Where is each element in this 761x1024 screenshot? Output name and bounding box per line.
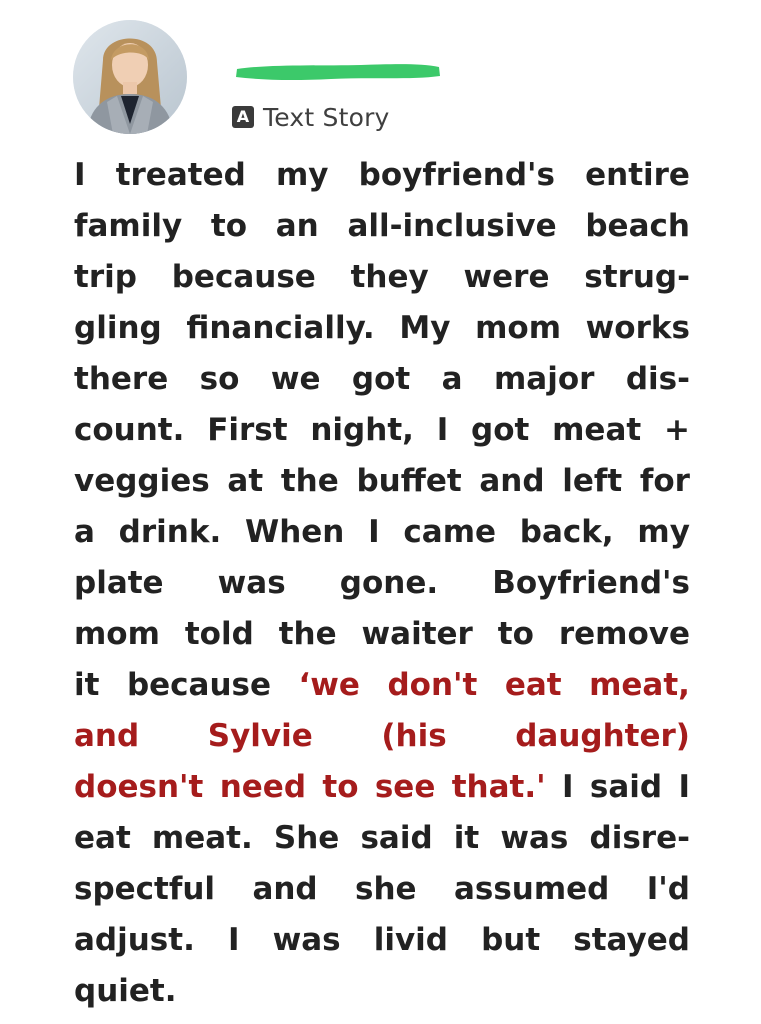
story-word: mom: [74, 616, 160, 652]
story-word: I: [562, 769, 574, 805]
story-word: I'd: [646, 871, 690, 907]
story-word: entire: [585, 157, 690, 193]
source-label: Text Story: [263, 102, 390, 132]
story-header: [0, 0, 761, 150]
story-line: [74, 660, 690, 711]
highlighted-word: (his: [381, 718, 447, 754]
story-word: and: [252, 871, 318, 907]
story-word: they: [350, 259, 429, 295]
story-line: [74, 405, 690, 456]
story-line: [74, 507, 690, 558]
story-word: told: [184, 616, 254, 652]
highlighted-word: Sylvie: [207, 718, 313, 754]
story-word: was: [500, 820, 569, 856]
story-word: said: [360, 820, 433, 856]
avatar-photo: [73, 20, 187, 134]
story-line: [74, 813, 690, 864]
story-word: a: [441, 361, 463, 397]
story-word: left: [562, 463, 623, 499]
highlighted-word: need: [219, 769, 307, 805]
story-line: [74, 966, 690, 1017]
story-word: trip: [74, 259, 137, 295]
source-row: [232, 101, 390, 133]
story-word: to: [497, 616, 534, 652]
story-word: beach: [585, 208, 690, 244]
story-word: I: [436, 412, 449, 448]
story-word: came: [403, 514, 497, 550]
story-word: was: [217, 565, 286, 601]
highlighted-word: don't: [387, 667, 478, 703]
story-word: quiet.: [74, 973, 177, 1009]
story-word: She: [273, 820, 340, 856]
story-word: because: [171, 259, 316, 295]
highlighted-word: meat,: [589, 667, 690, 703]
story-word: My: [399, 310, 451, 346]
story-word: spectful: [74, 871, 216, 907]
story-line: [74, 354, 690, 405]
story-word: adjust.: [74, 922, 195, 958]
story-word: it: [453, 820, 480, 856]
story-word: we: [270, 361, 321, 397]
story-word: First: [207, 412, 288, 448]
story-line: [74, 762, 690, 813]
story-word: to: [210, 208, 248, 244]
story-word: there: [74, 361, 169, 397]
highlighted-word: that.': [451, 769, 546, 805]
story-word: and: [479, 463, 545, 499]
story-word: because: [126, 667, 272, 703]
story-word: plate: [74, 565, 164, 601]
story-word: works: [585, 310, 690, 346]
story-word: veggies: [74, 463, 210, 499]
story-word: the: [278, 616, 337, 652]
story-word: strug-: [584, 259, 690, 295]
highlighted-word: daughter): [515, 718, 690, 754]
story-word: drink.: [118, 514, 222, 550]
highlighted-word: doesn't: [74, 769, 204, 805]
story-word: assumed: [453, 871, 610, 907]
story-word: financially.: [186, 310, 375, 346]
story-line: [74, 609, 690, 660]
story-word: mom: [475, 310, 561, 346]
story-word: night,: [310, 412, 414, 448]
story-line: [74, 303, 690, 354]
story-word: back,: [519, 514, 614, 550]
story-word: all-inclusive: [347, 208, 557, 244]
story-word: gone.: [339, 565, 439, 601]
story-word: for: [639, 463, 690, 499]
story-word: got: [471, 412, 530, 448]
story-word: a: [74, 514, 95, 550]
story-word: I: [368, 514, 380, 550]
story-word: so: [199, 361, 240, 397]
story-word: it: [74, 667, 100, 703]
story-word: dis-: [625, 361, 690, 397]
story-word: at: [227, 463, 264, 499]
story-word: major: [494, 361, 595, 397]
text-story-icon: A: [232, 106, 254, 128]
story-word: I: [74, 157, 86, 193]
story-word: remove: [558, 616, 690, 652]
story-word: treated: [115, 157, 246, 193]
story-word: When: [245, 514, 345, 550]
story-word: the: [280, 463, 339, 499]
story-text: [74, 150, 690, 1017]
story-word: were: [463, 259, 550, 295]
story-line: [74, 915, 690, 966]
story-line: [74, 711, 690, 762]
highlighted-word: to: [322, 769, 359, 805]
story-word: livid: [373, 922, 448, 958]
story-word: got: [351, 361, 411, 397]
story-line: [74, 864, 690, 915]
highlighted-word: and: [74, 718, 140, 754]
name-redaction-mark: [231, 61, 443, 83]
story-word: waiter: [361, 616, 473, 652]
story-word: my: [275, 157, 329, 193]
story-word: eat: [74, 820, 131, 856]
story-line: [74, 456, 690, 507]
highlighted-word: ‘we: [298, 667, 360, 703]
story-word: +: [663, 412, 690, 448]
story-word: said: [589, 769, 663, 805]
story-line: [74, 252, 690, 303]
story-word: buffet: [356, 463, 462, 499]
story-word: boyfriend's: [358, 157, 555, 193]
story-word: but: [481, 922, 541, 958]
story-line: [74, 201, 690, 252]
highlighted-word: see: [374, 769, 436, 805]
story-word: meat: [552, 412, 642, 448]
story-line: [74, 150, 690, 201]
story-word: gling: [74, 310, 162, 346]
story-word: was: [272, 922, 341, 958]
story-word: count.: [74, 412, 185, 448]
avatar[interactable]: [73, 20, 187, 134]
story-word: I: [678, 769, 690, 805]
story-word: family: [74, 208, 183, 244]
story-word: she: [355, 871, 417, 907]
story-word: disre-: [589, 820, 690, 856]
story-word: Boyfriend's: [492, 565, 690, 601]
story-word: stayed: [573, 922, 690, 958]
story-word: meat.: [151, 820, 253, 856]
highlighted-word: eat: [504, 667, 562, 703]
story-word: my: [637, 514, 690, 550]
story-word: an: [275, 208, 319, 244]
story-line: [74, 558, 690, 609]
story-word: I: [227, 922, 240, 958]
